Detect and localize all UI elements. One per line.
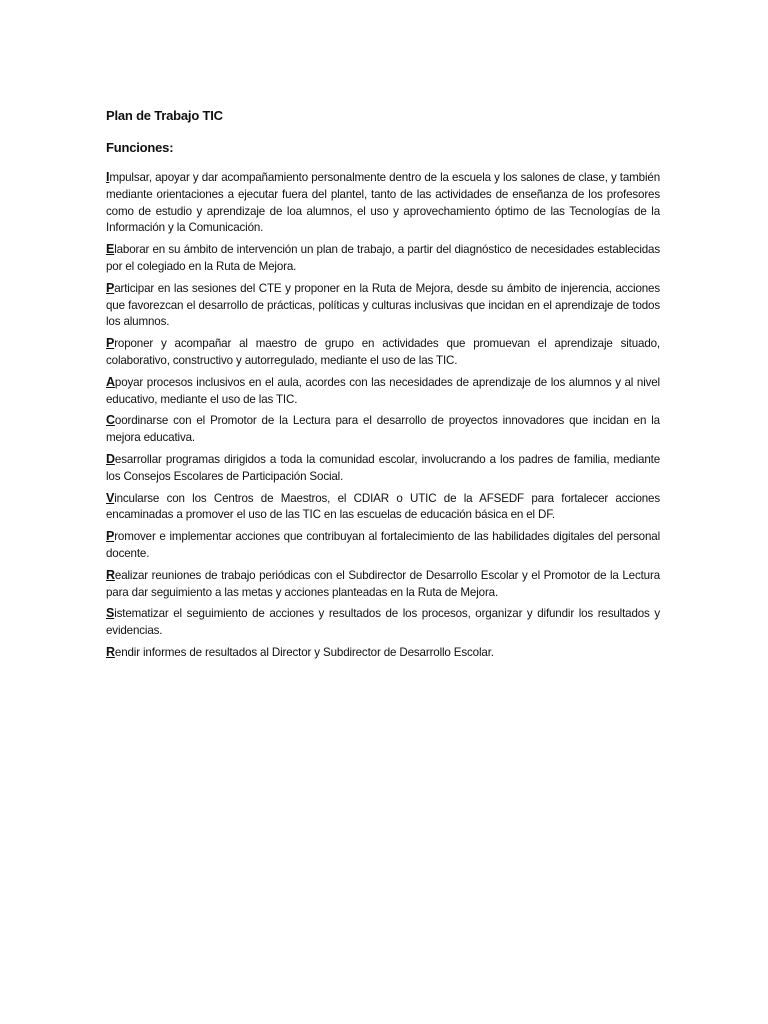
item-text: oordinarse con el Promotor de la Lectura para el desarrollo de proyectos innovadores que incidan en la mejora educativa. [106, 414, 660, 445]
item-initial: P [106, 336, 115, 351]
section-heading-funciones: Funciones: [106, 140, 174, 155]
item-initial: C [106, 413, 115, 428]
function-item [106, 169, 660, 237]
item-initial: P [106, 280, 115, 295]
item-text: poyar procesos inclusivos en el aula, acordes con las necesidades de aprendizaje de los alumnos y al nivel educativo, mediante el uso de las TIC. [106, 375, 660, 406]
functions-list [106, 169, 660, 662]
item-initial: S [106, 606, 115, 621]
function-item [106, 335, 660, 370]
function-item [106, 412, 660, 447]
function-item [106, 644, 660, 662]
item-text: roponer y acompañar al maestro de grupo en actividades que promuevan el aprendizaje situado, colaborativo, constructivo y autorregulado, mediante el uso de las TIC. [106, 337, 660, 367]
function-item [106, 605, 660, 640]
item-initial: V [106, 490, 115, 505]
function-item [106, 374, 660, 409]
item-initial: I [106, 170, 110, 184]
item-text: istematizar el seguimiento de acciones y resultados de los procesos, organizar y difundir los resultados y evidencias. [106, 607, 660, 638]
item-initial: A [106, 374, 115, 389]
item-text: romover e implementar acciones que contribuyan al fortalecimiento de las habilidades digitales del personal docente. [106, 530, 660, 560]
function-item [106, 528, 660, 563]
item-initial: R [106, 567, 115, 582]
item-initial: E [106, 242, 115, 257]
item-text: articipar en las sesiones del CTE y proponer en la Ruta de Mejora, desde su ámbito de injerencia, acciones que favorezcan el desarrollo de prácticas, políticas y culturas inclusivas que incidan en el aprendizaje de todos los alumnos. [106, 281, 660, 329]
item-text: laborar en su ámbito de intervención un plan de trabajo, a partir del diagnóstico de necesidades establecidas por el colegiado en la Ruta de Mejora. [106, 243, 660, 273]
item-text: endir informes de resultados al Director y Subdirector de Desarrollo Escolar. [114, 645, 494, 659]
document-title: Plan de Trabajo TIC [106, 108, 223, 123]
item-text: incularse con los Centros de Maestros, el CDIAR o UTIC de la AFSEDF para fortalecer acciones encaminadas a promover el uso de las TIC en las escuelas de educación básica en el DF. [106, 491, 660, 522]
document-page [106, 107, 660, 666]
function-item [106, 280, 660, 331]
item-text: mpulsar, apoyar y dar acompañamiento personalmente dentro de la escuela y los salones de clase, y también mediante orientaciones a ejecutar fuera del plantel, tanto de las actividades de enseñanza de los profesores como de estudio y aprendizaje de loa alumnos, el uso y aprovechamiento óptimo de las Tecnologías de la Información y la Comunicación. [106, 171, 660, 235]
function-item [106, 567, 660, 602]
function-item [106, 451, 660, 486]
item-text: esarrollar programas dirigidos a toda la comunidad escolar, involucrando a los padres de familia, mediante los Consejos Escolares de Participación Social. [106, 452, 660, 483]
item-initial: D [106, 451, 115, 466]
function-item [106, 490, 660, 525]
function-item [106, 241, 660, 276]
item-initial: P [106, 529, 115, 544]
item-initial: R [106, 644, 115, 659]
item-text: ealizar reuniones de trabajo periódicas con el Subdirector de Desarrollo Escolar y el Promotor de la Lectura para dar seguimiento a las metas y acciones planteadas en la Ruta de Mejora. [106, 568, 660, 599]
